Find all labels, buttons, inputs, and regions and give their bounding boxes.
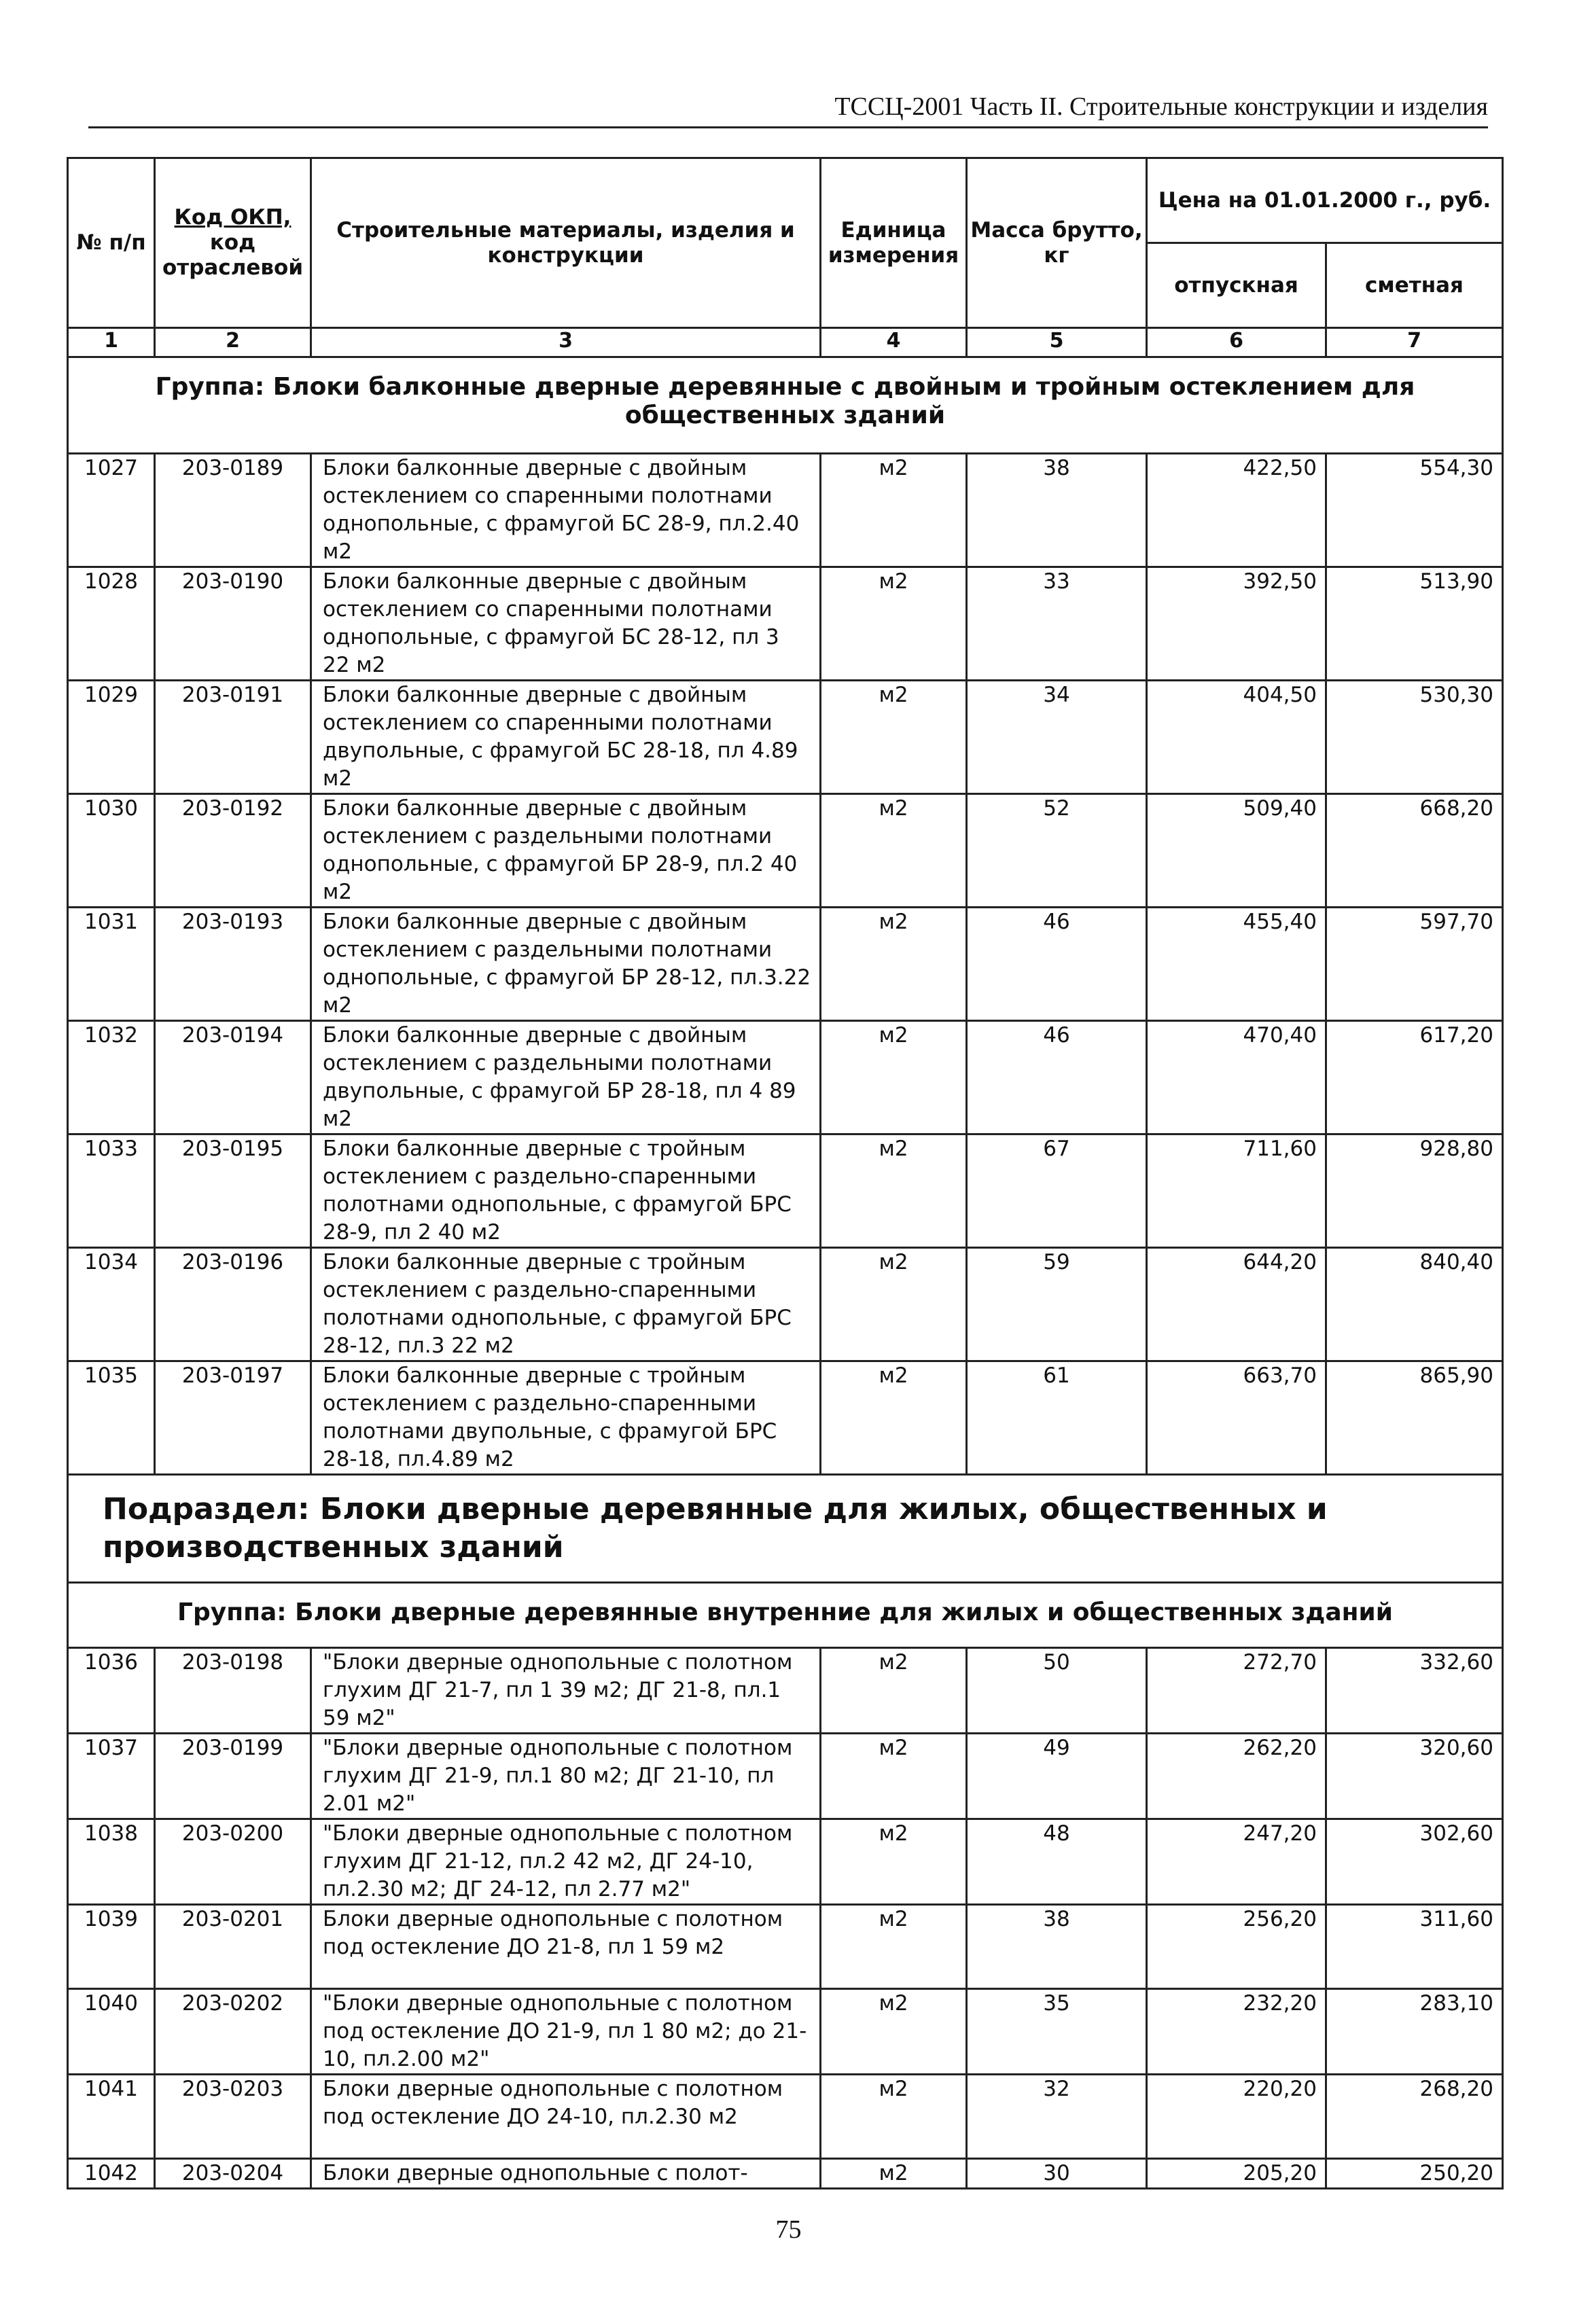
cell-price-estimate: 332,60 <box>1326 1648 1503 1734</box>
cell-num: 1029 <box>68 681 155 794</box>
cell-code: 203-0194 <box>155 1021 311 1134</box>
cell-mass: 30 <box>967 2159 1147 2189</box>
col-header-price-estimate: сметная <box>1326 243 1503 328</box>
cell-mass: 34 <box>967 681 1147 794</box>
table-row <box>68 1648 1503 1734</box>
cell-name: Блоки дверные однопольные с полот- <box>311 2159 821 2189</box>
column-number: 2 <box>155 328 311 357</box>
table-row <box>68 908 1503 1021</box>
cell-num: 1030 <box>68 794 155 908</box>
cell-name: Блоки балконные дверные с двойным остеклением с раздельными полотнами двупольные, с фрамугой БР 28-18, пл 4 89 м2 <box>311 1021 821 1134</box>
cell-price-estimate: 554,30 <box>1326 454 1503 567</box>
col-header-name: Строительные материалы, изделия и конструкции <box>311 158 821 328</box>
cell-price-estimate: 928,80 <box>1326 1134 1503 1248</box>
cell-code: 203-0202 <box>155 1989 311 2075</box>
cell-code: 203-0198 <box>155 1648 311 1734</box>
column-number: 6 <box>1147 328 1326 357</box>
header-rule <box>88 126 1488 128</box>
cell-num: 1041 <box>68 2075 155 2159</box>
table-row <box>68 1248 1503 1361</box>
cell-price-estimate: 617,20 <box>1326 1021 1503 1134</box>
cell-price-estimate: 268,20 <box>1326 2075 1503 2159</box>
cell-price-release: 404,50 <box>1147 681 1326 794</box>
cell-name: "Блоки дверные однопольные с полотном глухим ДГ 21-12, пл.2 42 м2, ДГ 24-10, пл.2.30 м2; ДГ 24-12, пл 2.77 м2" <box>311 1819 821 1905</box>
cell-name: Блоки балконные дверные с двойным остеклением со спаренными полотнами двупольные, с фрамугой БС 28-18, пл 4.89 м2 <box>311 681 821 794</box>
cell-mass: 46 <box>967 1021 1147 1134</box>
cell-unit: м2 <box>821 1134 967 1248</box>
cell-unit: м2 <box>821 1989 967 2075</box>
cell-price-release: 663,70 <box>1147 1361 1326 1475</box>
group-title: Группа: Блоки балконные дверные деревянные с двойным и тройным остеклением для общественных зданий <box>68 357 1503 454</box>
col-header-okp-sub: код отраслевой <box>162 230 304 280</box>
table-row <box>68 2075 1503 2159</box>
cell-code: 203-0200 <box>155 1819 311 1905</box>
cell-name: Блоки дверные однопольные с полотном под остекление ДО 21-8, пл 1 59 м2 <box>311 1905 821 1989</box>
cell-num: 1032 <box>68 1021 155 1134</box>
column-number: 4 <box>821 328 967 357</box>
cell-mass: 46 <box>967 908 1147 1021</box>
cell-num: 1042 <box>68 2159 155 2189</box>
cell-num: 1040 <box>68 1989 155 2075</box>
cell-name: Блоки балконные дверные с двойным остеклением с раздельными полотнами однопольные, с фрамугой БР 28-12, пл.3.22 м2 <box>311 908 821 1021</box>
cell-unit: м2 <box>821 1021 967 1134</box>
cell-mass: 50 <box>967 1648 1147 1734</box>
cell-mass: 35 <box>967 1989 1147 2075</box>
cell-mass: 38 <box>967 1905 1147 1989</box>
cell-mass: 48 <box>967 1819 1147 1905</box>
price-table <box>67 157 1504 2189</box>
cell-code: 203-0197 <box>155 1361 311 1475</box>
cell-mass: 59 <box>967 1248 1147 1361</box>
group-title: Группа: Блоки дверные деревянные внутренние для жилых и общественных зданий <box>68 1583 1503 1648</box>
col-header-okp <box>155 158 311 328</box>
cell-code: 203-0201 <box>155 1905 311 1989</box>
subsection-title: Подраздел: Блоки дверные деревянные для жилых, общественных и производственных зданий <box>68 1475 1503 1583</box>
cell-price-estimate: 668,20 <box>1326 794 1503 908</box>
cell-price-release: 711,60 <box>1147 1134 1326 1248</box>
cell-num: 1038 <box>68 1819 155 1905</box>
cell-unit: м2 <box>821 1361 967 1475</box>
cell-name: "Блоки дверные однопольные с полотном глухим ДГ 21-7, пл 1 39 м2; ДГ 21-8, пл.1 59 м2" <box>311 1648 821 1734</box>
cell-price-estimate: 283,10 <box>1326 1989 1503 2075</box>
cell-price-release: 644,20 <box>1147 1248 1326 1361</box>
cell-mass: 33 <box>967 567 1147 681</box>
table-row <box>68 681 1503 794</box>
cell-unit: м2 <box>821 908 967 1021</box>
cell-mass: 32 <box>967 2075 1147 2159</box>
table-row <box>68 1134 1503 1248</box>
cell-unit: м2 <box>821 1905 967 1989</box>
cell-code: 203-0195 <box>155 1134 311 1248</box>
col-header-num: № п/п <box>68 158 155 328</box>
cell-num: 1033 <box>68 1134 155 1248</box>
cell-num: 1027 <box>68 454 155 567</box>
cell-price-estimate: 530,30 <box>1326 681 1503 794</box>
table-row <box>68 2159 1503 2189</box>
cell-num: 1037 <box>68 1734 155 1819</box>
column-number: 1 <box>68 328 155 357</box>
cell-num: 1039 <box>68 1905 155 1989</box>
cell-price-release: 232,20 <box>1147 1989 1326 2075</box>
cell-price-estimate: 597,70 <box>1326 908 1503 1021</box>
cell-price-release: 509,40 <box>1147 794 1326 908</box>
cell-name: Блоки балконные дверные с тройным остеклением с раздельно-спаренными полотнами однопольные, с фрамугой БРС 28-12, пл.3 22 м2 <box>311 1248 821 1361</box>
cell-code: 203-0191 <box>155 681 311 794</box>
subsection-title-row <box>68 1475 1503 1583</box>
cell-price-release: 256,20 <box>1147 1905 1326 1989</box>
cell-name: Блоки балконные дверные с двойным остеклением со спаренными полотнами однопольные, с фрамугой БС 28-9, пл.2.40 м2 <box>311 454 821 567</box>
page-header-title: ТССЦ-2001 Часть II. Строительные конструкции и изделия <box>834 92 1488 121</box>
group-title-row <box>68 1583 1503 1648</box>
cell-num: 1035 <box>68 1361 155 1475</box>
cell-num: 1034 <box>68 1248 155 1361</box>
cell-price-estimate: 302,60 <box>1326 1819 1503 1905</box>
cell-price-estimate: 865,90 <box>1326 1361 1503 1475</box>
column-number: 3 <box>311 328 821 357</box>
price-table-container <box>67 157 1502 2189</box>
cell-unit: м2 <box>821 2075 967 2159</box>
cell-name: Блоки балконные дверные с двойным остеклением с раздельными полотнами однопольные, с фрамугой БР 28-9, пл.2 40 м2 <box>311 794 821 908</box>
cell-price-estimate: 311,60 <box>1326 1905 1503 1989</box>
cell-code: 203-0196 <box>155 1248 311 1361</box>
col-header-price-release: отпускная <box>1147 243 1326 328</box>
cell-mass: 38 <box>967 454 1147 567</box>
cell-price-estimate: 840,40 <box>1326 1248 1503 1361</box>
cell-num: 1028 <box>68 567 155 681</box>
cell-unit: м2 <box>821 1248 967 1361</box>
group-title-row <box>68 357 1503 454</box>
cell-name: "Блоки дверные однопольные с полотном под остекление ДО 21-9, пл 1 80 м2; до 21-10, пл.2.00 м2" <box>311 1989 821 2075</box>
cell-code: 203-0203 <box>155 2075 311 2159</box>
cell-mass: 49 <box>967 1734 1147 1819</box>
cell-unit: м2 <box>821 454 967 567</box>
cell-mass: 67 <box>967 1134 1147 1248</box>
cell-unit: м2 <box>821 681 967 794</box>
cell-unit: м2 <box>821 1648 967 1734</box>
cell-num: 1031 <box>68 908 155 1021</box>
table-row <box>68 794 1503 908</box>
col-header-okp-code: Код ОКП, <box>174 205 291 230</box>
cell-code: 203-0199 <box>155 1734 311 1819</box>
table-row <box>68 1734 1503 1819</box>
page-number: 75 <box>775 2215 802 2244</box>
table-row <box>68 1361 1503 1475</box>
cell-name: Блоки балконные дверные с двойным остеклением со спаренными полотнами однопольные, с фрамугой БС 28-12, пл 3 22 м2 <box>311 567 821 681</box>
cell-price-release: 422,50 <box>1147 454 1326 567</box>
cell-mass: 61 <box>967 1361 1147 1475</box>
column-number-row <box>68 328 1503 357</box>
cell-unit: м2 <box>821 794 967 908</box>
cell-unit: м2 <box>821 567 967 681</box>
column-number: 7 <box>1326 328 1503 357</box>
table-row <box>68 1989 1503 2075</box>
cell-name: Блоки балконные дверные с тройным остеклением с раздельно-спаренными полотнами однопольные, с фрамугой БРС 28-9, пл 2 40 м2 <box>311 1134 821 1248</box>
col-header-mass: Масса брутто, кг <box>967 158 1147 328</box>
cell-code: 203-0190 <box>155 567 311 681</box>
cell-price-release: 262,20 <box>1147 1734 1326 1819</box>
col-header-price: Цена на 01.01.2000 г., руб. <box>1147 158 1503 243</box>
cell-price-release: 272,70 <box>1147 1648 1326 1734</box>
table-row <box>68 1021 1503 1134</box>
cell-name: Блоки балконные дверные с тройным остеклением с раздельно-спаренными полотнами двупольные, с фрамугой БРС 28-18, пл.4.89 м2 <box>311 1361 821 1475</box>
cell-price-release: 247,20 <box>1147 1819 1326 1905</box>
cell-unit: м2 <box>821 1734 967 1819</box>
cell-price-release: 205,20 <box>1147 2159 1326 2189</box>
cell-code: 203-0192 <box>155 794 311 908</box>
cell-mass: 52 <box>967 794 1147 908</box>
cell-price-estimate: 320,60 <box>1326 1734 1503 1819</box>
col-header-unit: Единица измерения <box>821 158 967 328</box>
cell-code: 203-0189 <box>155 454 311 567</box>
cell-price-release: 220,20 <box>1147 2075 1326 2159</box>
table-row <box>68 1819 1503 1905</box>
cell-price-estimate: 250,20 <box>1326 2159 1503 2189</box>
table-row <box>68 454 1503 567</box>
table-row <box>68 1905 1503 1989</box>
cell-num: 1036 <box>68 1648 155 1734</box>
cell-code: 203-0193 <box>155 908 311 1021</box>
cell-price-release: 392,50 <box>1147 567 1326 681</box>
cell-code: 203-0204 <box>155 2159 311 2189</box>
cell-price-estimate: 513,90 <box>1326 567 1503 681</box>
cell-unit: м2 <box>821 1819 967 1905</box>
cell-unit: м2 <box>821 2159 967 2189</box>
table-row <box>68 567 1503 681</box>
cell-price-release: 470,40 <box>1147 1021 1326 1134</box>
header-row-top <box>68 158 1503 243</box>
cell-name: Блоки дверные однопольные с полотном под остекление ДО 24-10, пл.2.30 м2 <box>311 2075 821 2159</box>
cell-price-release: 455,40 <box>1147 908 1326 1021</box>
cell-name: "Блоки дверные однопольные с полотном глухим ДГ 21-9, пл.1 80 м2; ДГ 21-10, пл 2.01 м2" <box>311 1734 821 1819</box>
column-number: 5 <box>967 328 1147 357</box>
